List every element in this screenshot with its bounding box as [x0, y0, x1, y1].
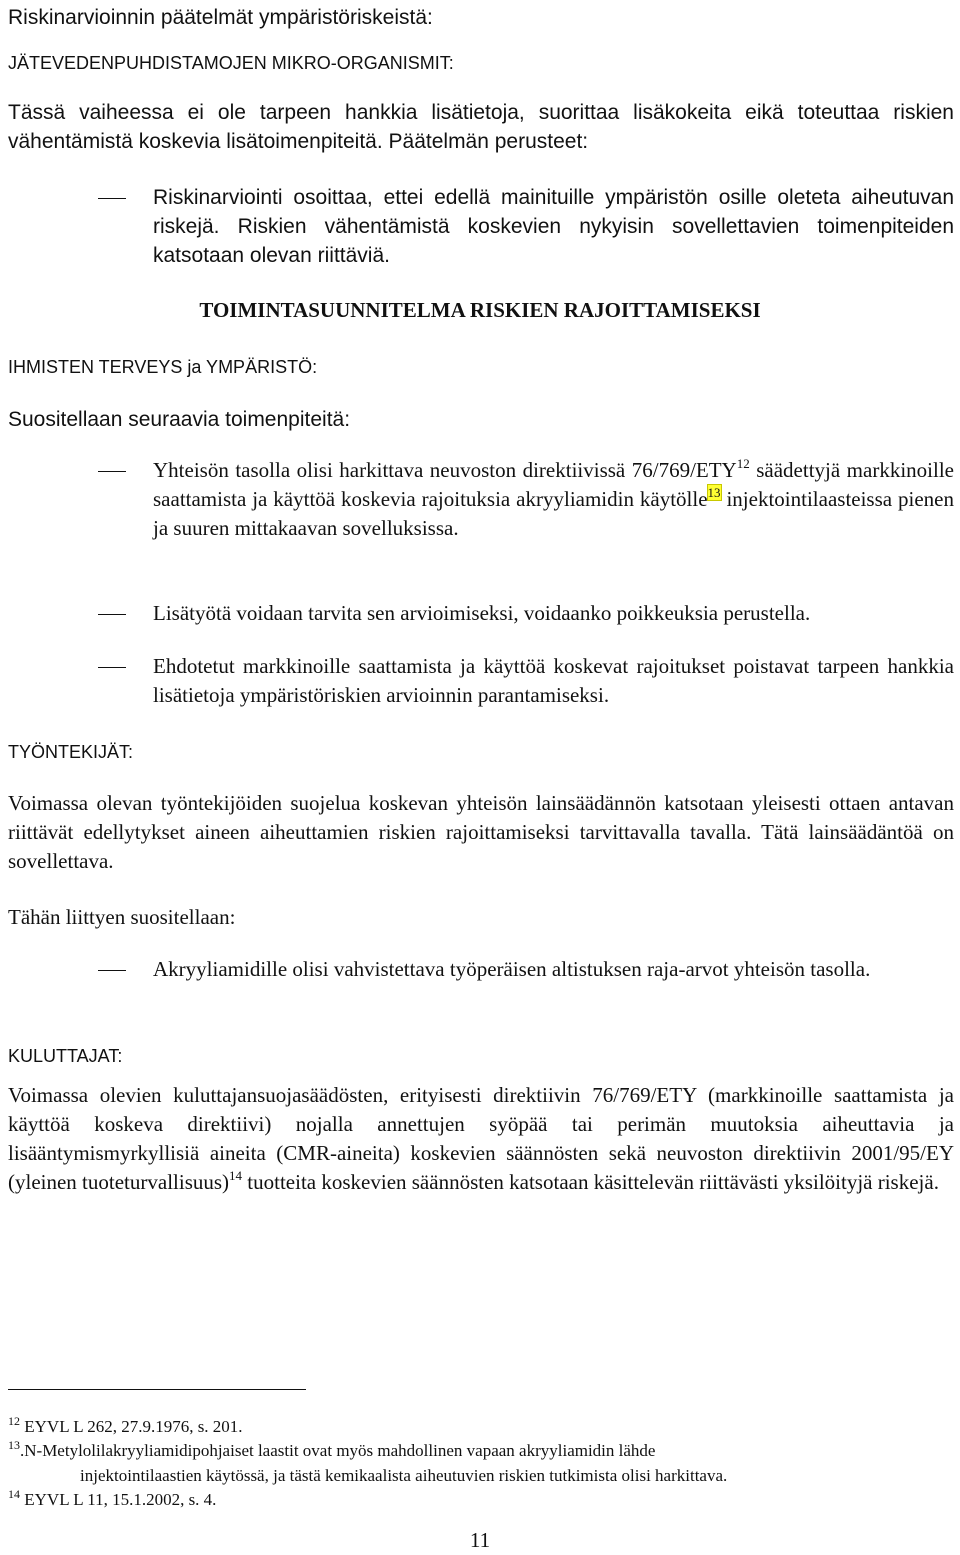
section-title: Riskinarvioinnin päätelmät ympäristöriskeistä:	[8, 6, 433, 29]
page-number: 11	[469, 1528, 491, 1552]
bullet-dash	[98, 198, 126, 199]
footnote-text: EYVL L 11, 15.1.2002, s. 4.	[20, 1490, 217, 1509]
bullet-eu-restrictions	[153, 456, 954, 543]
bullet-eu-text-3: injektointilaasteissa pienen ja suuren mittakaavan sovelluksissa.	[153, 487, 954, 540]
footnote-ref-14: 14	[229, 1168, 243, 1183]
footnote-ref-12: 12	[736, 456, 750, 471]
bullet-dash	[98, 667, 126, 668]
footnote-12	[8, 1416, 243, 1438]
bullet-further-work: Lisätyötä voidaan tarvita sen arvioimiseksi, voidaanko poikkeuksia perustella.	[153, 601, 811, 625]
footnote-text: .N-Metylolilakryyliamidipohjaiset laastit ovat myös mahdollinen vapaan akryyliamidin lähde	[20, 1441, 656, 1460]
footnote-14	[8, 1489, 216, 1511]
footnote-13	[8, 1440, 655, 1462]
paragraph-workers: Voimassa olevan työntekijöiden suojelua koskevan yhteisön lainsäädännön katsotaan yleisesti ottaen antavan riittävät edellytykset aineen aiheuttamien riskien rajoittamiseksi tarvittavalla tavalla. Tätä lainsäädäntöä on sovellettava.	[8, 791, 954, 873]
footnote-text: EYVL L 262, 27.9.1976, s. 201.	[20, 1417, 243, 1436]
recommend-intro: Suositellaan seuraavia toimenpiteitä:	[8, 408, 351, 431]
action-plan-heading: TOIMINTASUUNNITELMA RISKIEN RAJOITTAMISEKSI	[199, 298, 761, 322]
bullet-dash	[98, 471, 126, 472]
bullet-dash	[98, 614, 126, 615]
bullet-exposure-limits: Akryyliamidille olisi vahvistettava työperäisen altistuksen raja-arvot yhteisön tasolla.	[153, 957, 871, 981]
bullet-eu-text-2: säädettyjä markkinoille saattamista ja käyttöä koskevia rajoituksia akryyliamidin käytölle	[153, 458, 954, 511]
paragraph-consumers-text-2: tuotteita koskevien säännösten katsotaan käsittelevän riittävästi yksilöityjä riskejä.	[242, 1170, 939, 1194]
recommend-related: Tähän liittyen suositellaan:	[8, 905, 236, 929]
bullet-restrictions: Ehdotetut markkinoille saattamista ja käyttöä koskevat rajoitukset poistavat tarpeen hankkia lisätietoja ympäristöriskien arvioinnin parantamiseksi.	[153, 654, 954, 707]
subsection-microorganisms: JÄTEVEDENPUHDISTAMOJEN MIKRO-ORGANISMIT:	[8, 53, 454, 73]
paragraph-conclusion: Tässä vaiheessa ei ole tarpeen hankkia lisätietoja, suorittaa lisäkokeita eikä toteuttaa riskien vähentämistä koskevia lisätoimenpiteitä. Päätelmän perusteet:	[8, 101, 954, 153]
footnote-divider	[8, 1389, 306, 1390]
footnote-13-continuation: injektointilaastien käytössä, ja tästä kemikaalista aiheutuvien riskien tutkimista olisi harkittava.	[80, 1466, 728, 1485]
subsection-workers: TYÖNTEKIJÄT:	[8, 742, 134, 762]
footnote-number: 12	[8, 1414, 20, 1428]
bullet-conclusion: Riskinarviointi osoittaa, ettei edellä mainituille ympäristön osille oleteta aiheutuvan riskejä. Riskien vähentämistä koskevien nykyisin sovellettavien toimenpiteiden katsotaan olevan riittäviä.	[153, 186, 954, 267]
subsection-health: IHMISTEN TERVEYS ja YMPÄRISTÖ:	[8, 357, 318, 377]
bullet-eu-text-1: Yhteisön tasolla olisi harkittava neuvoston direktiivissä 76/769/ETY	[153, 458, 737, 482]
subsection-consumers: KULUTTAJAT:	[8, 1046, 123, 1066]
footnote-number: 13	[8, 1438, 20, 1452]
footnote-ref-13-highlight: 13	[707, 485, 721, 500]
bullet-dash	[98, 970, 126, 971]
paragraph-consumers-text-1: Voimassa olevien kuluttajansuojasäädösten, erityisesti direktiivin 76/769/ETY (markkinoille saattamista ja käyttöä koskeva direktiivi) nojalla annettujen syöpää tai perimän muutoksia aiheuttavia ja lisääntymismyrkyllisiä aineita (CMR-aineita) koskevien säännösten sekä neuvoston direktiivin 2001/95/EY (yleinen tuoteturvallisuus)	[8, 1083, 954, 1194]
paragraph-consumers	[8, 1081, 954, 1197]
footnote-number: 14	[8, 1487, 20, 1501]
